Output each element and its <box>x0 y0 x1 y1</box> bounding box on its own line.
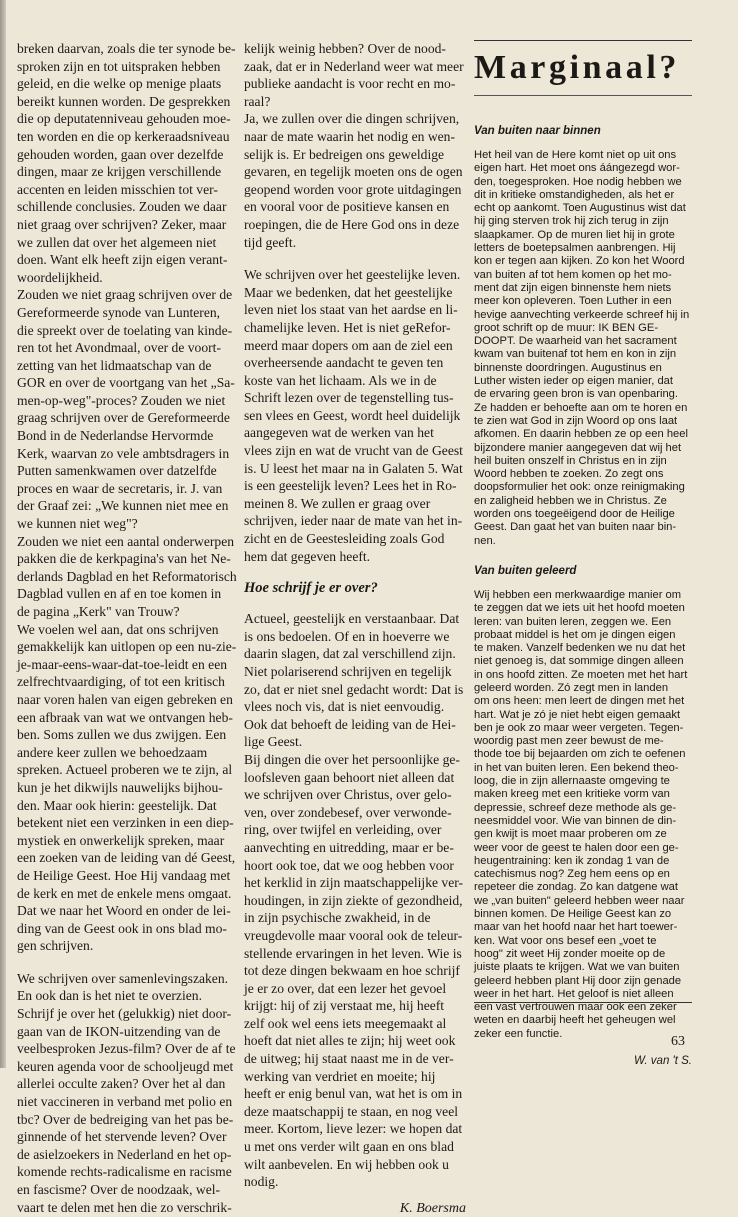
paragraph: We schrijven over het geestelijke leven. Maar we bedenken, dat het geestelijke leven niet los staat van het aardse en li- chamelijke leven. Het is niet geRefor- meerd maar dopers om aan de ziel een overheersende aandacht te geven ten koste van het lichaam. Als we in de Schrift lezen over de tegenstelling tus- sen vlees en Geest, wordt heel duidelijk aangegeven wat de werken van het vlees zijn en wat de vrucht van de Geest is. U leest het maar na in Galaten 5. Wat is een geestelijk leven? Lees het in Ro- meinen 8. We zullen er graag over schrijven, ieder naar de mate van het in- zicht en de Geestesleiding zoals God hem dat gegeven heeft. <box>244 267 463 564</box>
paragraph: Wij hebben een merkwaardige manier om te zeggen dat we iets uit het hoofd moeten leren: van buiten leren, zeggen we. Een probaat middel is het om je dingen eigen te maken. Vanzelf bedenken we nu dat het niet genoeg is, dat sommige dingen alleen in ons hoofd zitten. Ze moeten met het hart geleerd worden. Zó zegt men in landen om ons heen: men leert de dingen met het hart. Wat je zó je niet hebt eigen gemaakt ben je ook zo maar weer vergeten. Tegen- woordig past men zeer bewust de me- thode toe bij bejaarden om zich te oefenen in het van buiten leren. Een bekend theo- loog, die in zijn allernaaste omgeving te maken kreeg met een kritieke vorm van depressie, schreef deze methode als ge- neesmiddel voor. Wie van binnen de din- gen kwijt is moet maar proberen om ze weer voor de geest te halen door een ge- heugentraining: ken ik zondag 1 van de catechismus nog? Zeg hem eens op en repeteer die zondag. Zo kan datgene wat we „van buiten" geleerd hebben weer naar binnen komen. De Heilige Geest kan zo maar van het hoofd naar het hart toewer- ken. Wat voor ons besef een „voet te hoog" zit weet Hij zonder moeite op de juiste plaats te krijgen. Wat we van buiten geleerd hebben plant Hij door zijn genade weer in het hart. Het geloof is niet alleen een vast vertrouwen maar ook een zeker weten en daarbij heeft het geheugen wel zeker een functie. <box>474 588 688 1040</box>
paragraph: Actueel, geestelijk en verstaanbaar. Dat is ons bedoelen. Of en in hoeverre we daarin slagen, dat zal verschillend zijn. Niet polariserend schrijven en tegelijk zo, dat er niet snel gedacht wordt: Dat is vlees noch vis, dat is niet eenvoudig. Ook dat behoeft de leiding van de Hei- lige Geest. <box>244 611 464 750</box>
column-1 <box>17 40 239 1216</box>
column-bottom-rule <box>474 1002 692 1003</box>
paragraph: Het heil van de Here komt niet op uit ons eigen hart. Het moet ons áángezegd wor- den, toegesproken. Hoe nodig hebben we dit in kritieke omstandigheden, als het er echt op aankomt. Toen Augustinus wist dat hij ging sterven trok hij zich terug in zijn slaapkamer. Op de muren liet hij in grote letters de boetepsalmen aanbrengen. Hij kon er tegen aan kijken. Zo kon het Woord van buiten af tot hem komen op het mo- ment dat zijn eigen binnenste hem niets meer kon opleveren. Toen Luther in een hevige aanvechting verkeerde schreef hij in groot schrift op de muur: IK BEN GE- DOOPT. De waarheid van het sacrament kwam van buitenaf tot hem en kon in zijn binnenste doordringen. Augustinus en Luther wisten ieder op eigen manier, dat de ervaring geen bron is van openbaring. Ze hadden er behoefte aan om te horen en te zien wat God in zijn Woord op ons laat afkomen. En daarin hebben ze op een heel bijzondere manier aangegeven dat wij het heil buiten onszelf in Christus en in zijn Woord hebben te zoeken. Zo zegt ons doopsformulier het ook: onze reinigmaking en zaligheid hebben we in Christus. Ze worden ons toegeëigend door de Heilige Geest. Dan gaat het van buiten naar bin- nen. <box>474 149 690 547</box>
paragraph: Bij dingen die over het persoonlijke ge- loofsleven gaan behoort niet alleen dat we schrijven over Christus, over gelo- ven, over zondebesef, over verwonde- ring, over twijfel en verleiding, over aanvechting en uitredding, maar er be- hoort ook toe, dat we oog hebben voor het kerklid in zijn maatschappelijke ver- houdingen, in zijn ziekte of gezondheid, in zijn psychische zwakheid, in de vreugdevolle maar vooral ook de teleur- stellende ervaringen in het leven. Wie is tot deze dingen bekwaam en hoe schrijf je er zo over, dat een lezer het gevoel krijgt: hij of zij verstaat me, hij heeft zelf ook wel eens iets meegemaakt al hoeft dat niet alles te zijn; hij weet ook de uitweg; hij staat naast me in de ver- werking van verdriet en moeite; hij heeft er enig benul van, wat het is om in deze maatschappij te staan, en nog veel meer. Kortom, lieve lezer: we hopen dat u met ons verder wilt gaan en ons blad wilt aanbevelen. En wij hebben ook u nodig. <box>244 751 464 1190</box>
column-title: Marginaal? <box>474 49 680 86</box>
column-2 <box>244 40 466 1217</box>
paragraph: Zouden we niet een aantal onderwerpen pakken die de kerkpagina's van het Ne- derlands Dagblad en het Reformatorisch Dagblad vullen en af en toe komen in de pagina „Kerk" van Trouw? <box>17 533 237 619</box>
paragraph: breken daarvan, zoals die ter synode be- sproken zijn en tot uitspraken hebben geleid, en die welke op menige plaats bereikt kunnen worden. De gesprekken die op deputatenniveau gehouden moe- ten worden en die op kerkeraadsniveau gehouden worden, gaan over dezelfde dingen, maar ze krijgen verschillende accenten en leiden misschien tot ver- schillende conclusies. Zouden we daar niet graag over schrijven? Zeker, maar we zullen dat over het algemeen niet doen. Want elk heeft zijn eigen verant- woordelijkheid. <box>17 41 236 285</box>
paragraph: We voelen wel aan, dat ons schrijven gemakkelijk kan uitlopen op een nu-zie- je-maar-eens-waar-dat-toe-leidt en een zelfrechtvaardiging, of tot een kritisch naar voren halen van eigen gebreken en een afbraak van wat we ontvangen heb- ben. Soms zullen we dus zwijgen. Een andere keer zullen we behoedzaam spreken. Actueel proberen we te zijn, al kun je het dikwijls nauwelijks bijhou- den. Maar ook hierin: geestelijk. Dat betekent niet een verzinken in een diep- mystiek en onwerkelijk spreken, maar een zoeken van de leiding van dé Geest, de Heilige Geest. Hoe Hij vandaag met de kerk en met de enkele mens omgaat. Dat we naar het Woord en onder de lei- ding van de Geest ook in ons blad mo- gen schrijven. <box>17 621 237 954</box>
author-signature: K. Boersma <box>399 1200 466 1216</box>
author-signature: W. van 't S. <box>633 1055 692 1067</box>
page-number: 63 <box>671 1034 685 1049</box>
section-heading: Van buiten naar binnen <box>474 125 601 137</box>
section-heading: Hoe schrijf je er over? <box>244 580 378 597</box>
page-binding-edge <box>0 0 6 1068</box>
paragraph: kelijk weinig hebben? Over de nood- zaak, dat er in Nederland weer wat meer publieke aandacht is voor recht en mo- raal? <box>244 41 464 109</box>
section-heading: Van buiten geleerd <box>474 564 577 577</box>
title-rule <box>474 95 692 96</box>
paragraph: We schrijven over samenlevingszaken. En ook dan is het niet te overzien. Schrijf je over het (gelukkig) niet door- gaan van de IKON-uitzending van de veelbesproken Jezus-film? Over de af te keuren agenda voor de schooljeugd met allerlei occulte zaken? Over het al dan niet vaccineren in verband met polio en tbc? Over de bedreiging van het pas be- ginnende of het stervende leven? Over de asielzoekers in Nederland en het op- komende rechts-radicalisme en racisme en fascisme? Over de noodzaak, wel- vaart te delen met hen die zo verschrik- <box>17 970 236 1215</box>
paragraph: Ja, we zullen over die dingen schrijven, naar de mate waarin het nodig en wen- selijk is. Er bedreigen ons geweldige gevaren, en tegelijk moeten ons de ogen geopend worden voor grote uitdagingen en vooral voor de positieve kansen en roepingen, die de Here God ons in deze tijd geeft. <box>244 111 463 250</box>
column-top-rule <box>474 40 692 41</box>
column-3 <box>474 125 692 1067</box>
paragraph: Zouden we niet graag schrijven over de Gereformeerde synode van Lunteren, die spreekt over de toelating van kinde- ren tot het Avondmaal, over de voort- zetting van het lidmaatschap van de GOR en over de voortgang van het „Sa- men-op-weg"-proces? Zouden we niet graag schrijven over de Gereformeerde Bond in de Nederlandse Hervormde Kerk, waarvan zo vele ambtsdragers in Putten samenkwamen over datzelfde proces en waar de secretaris, ir. J. van der Graaf zei: „We kunnen niet mee en we kunnen niet weg"? <box>17 287 235 532</box>
